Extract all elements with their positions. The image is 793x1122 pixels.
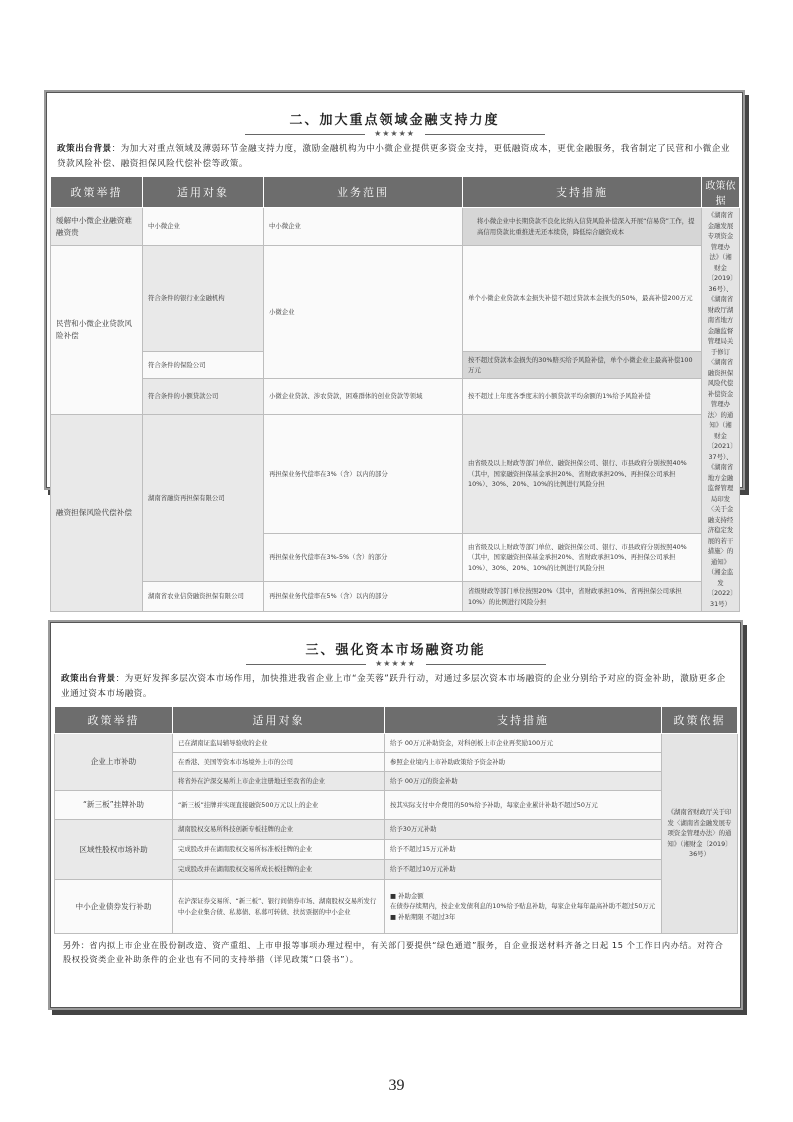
section2-table	[50, 176, 740, 612]
table-row	[55, 734, 738, 753]
header-object: 适用对象	[173, 707, 385, 734]
table-row	[55, 880, 738, 934]
subsidy-amount-text: 在债券存续期内，按企业发债利息的10%给予贴息补助，每家企业每年最高补助不超过50万元	[390, 902, 656, 911]
measure-cell: 中小企业债券发行补助	[55, 880, 173, 934]
table-row	[51, 379, 740, 415]
measure-cell: “新三板”挂牌补助	[55, 791, 173, 820]
section2-title: 二、加大重点领域金融支持力度	[289, 113, 500, 128]
support-cell: 给予 00万元的资金补助	[385, 772, 662, 791]
support-cell: 单个小微企业贷款本金损失补偿不超过贷款本金损失的50%，最高补偿200万元	[463, 246, 702, 352]
support-cell: 省级财政等部门单位按照20%（其中，省财政承担10%、省再担保公司承担10%）的比例进行风险分担	[463, 582, 702, 612]
object-cell: 将省外在沪深交易所上市企业注册地迁至我省的企业	[173, 772, 385, 791]
support-cell: 给予不超过15万元补助	[385, 840, 662, 860]
section2-panel	[46, 92, 743, 608]
table-row	[51, 415, 740, 534]
object-cell: 湖南股权交易所科技创新专板挂牌的企业	[173, 820, 385, 840]
object-cell: 中小微企业	[143, 208, 264, 246]
scope-cell: 再担保业务代偿率在3%-5%（含）的部分	[264, 534, 463, 582]
scope-cell: 再担保业务代偿率在5%（含）以内的部分	[264, 582, 463, 612]
section3-title: 三、强化资本市场融资功能	[305, 643, 486, 658]
header-measure: 政策举措	[55, 707, 173, 734]
header-measure: 政策举措	[51, 177, 143, 208]
subsidy-amount-label: ■ 补助金额	[390, 891, 424, 900]
header-basis: 政策依据	[702, 177, 740, 208]
section3-background	[61, 672, 732, 702]
section2-background	[57, 142, 734, 172]
scope-cell: 中小微企业	[264, 208, 463, 246]
scope-cell: 再担保业务代偿率在3%（含）以内的部分	[264, 415, 463, 534]
measure-cell: 民营和小微企业贷款风险补偿	[51, 246, 143, 415]
section3-panel	[50, 622, 741, 1008]
object-cell: “新三板”挂牌并实现直接融资500万元以上的企业	[173, 791, 385, 820]
note-text: 省内拟上市企业在股份制改造、资产重组、上市申报等事项办理过程中，有关部门要提供“绿色通道”服务，自企业报送材料齐备之日起 15 个工作日内办结。对符合股权投资类企业补助条件的企业也有不同的支持举措（详见政策“口袋书”）。	[63, 940, 724, 964]
measure-cell: 区域性股权市场补助	[55, 820, 173, 880]
support-cell: 给予30万元补助	[385, 820, 662, 840]
object-cell: 符合条件的银行业金融机构	[143, 246, 264, 352]
support-cell: 给予不超过10万元补助	[385, 860, 662, 880]
section2-stars: ★★★★★	[47, 128, 742, 140]
header-support: 支持措施	[463, 177, 702, 208]
table-row	[51, 582, 740, 612]
section3-stars: ★★★★★	[51, 658, 740, 670]
object-cell: 完成股改并在湖南股权交易所标准板挂牌的企业	[173, 840, 385, 860]
object-cell: 湖南省农业信贷融资担保有限公司	[143, 582, 264, 612]
object-cell: 已在湖南证监局辅导验收的企业	[173, 734, 385, 753]
section2-background-label: 政策出台背景	[57, 144, 112, 154]
header-support: 支持措施	[385, 707, 662, 734]
measure-cell: 融资担保风险代偿补偿	[51, 415, 143, 612]
section3-background-text: ：为更好发挥多层次资本市场作用，加快推进我省企业上市“金芙蓉”跃升行动，对通过多层次资本市场融资的企业分别给予对应的资金补助，激励更多企业通过资本市场融资。	[61, 674, 726, 699]
scope-cell: 小微企业贷款、涉农贷款，困难群体的创业贷款等领域	[264, 379, 463, 415]
page-number: 39	[388, 1077, 405, 1094]
support-cell: 参照企业境内上市补助政策给予资金补助	[385, 753, 662, 772]
support-cell: 按不超过上年度各季度末的小额贷款平均余额的1%给予风险补偿	[463, 379, 702, 415]
subsidy-period-label: ■ 补贴期限 不超过3年	[390, 912, 456, 921]
object-cell: 符合条件的保险公司	[143, 352, 264, 379]
section2-header-row	[51, 177, 740, 208]
table-row	[51, 208, 740, 246]
object-cell: 完成股改并在湖南股权交易所成长板挂牌的企业	[173, 860, 385, 880]
section3-background-label: 政策出台背景	[61, 674, 116, 684]
header-object: 适用对象	[143, 177, 264, 208]
object-cell: 湖南省融资再担保有限公司	[143, 415, 264, 582]
support-cell: 将小微企业中长期贷款不良化比纳入信贷风险补偿深入开展“信易贷”工作，提高信用贷款比重推进无还本续贷，降低综合融资成本	[463, 208, 702, 246]
support-cell: 按不超过贷款本金损失的30%赔买给予风险补偿，单个小微企业主最高补偿100万元	[463, 352, 702, 379]
section3-header-row	[55, 707, 738, 734]
support-cell	[385, 880, 662, 934]
object-cell: 符合条件的小额贷款公司	[143, 379, 264, 415]
table-row	[55, 791, 738, 820]
section2-background-text: ：为加大对重点领域及薄弱环节金融支持力度，激励金融机构为中小微企业提供更多资金支持，更低融资成本，更优金融服务，我省制定了民营和小微企业贷款风险补偿、融资担保风险代偿补偿等政策。	[57, 144, 730, 169]
note-label: 另外：	[63, 940, 90, 950]
support-cell: 按其实际支付中介费用的50%给予补助，每家企业累计补助不超过50万元	[385, 791, 662, 820]
table-row	[55, 820, 738, 840]
scope-cell: 小微企业	[264, 246, 463, 379]
support-cell: 由省级及以上财政等部门单位、融资担保公司、银行、市县政府分别按照40%（其中，国家融资担保基金承担20%、省财政承担10%、再担保公司承担10%）、30%、20%、10%的比例进行风险分担	[463, 534, 702, 582]
basis-cell: 《湖南省金融发展专项资金管理办法》（湘财金〔2019〕36号）、《湖南省财政厅湖南省地方金融监督管理局关于修订〈湖南省融资担保风险代偿补偿资金管理办法〉的通知》（湘财金〔2021〕37号）、《湖南省地方金融监督管理局印发〈关于金融支持经济稳定发展的若干措施〉的通知》（湘金监发〔2022〕31号）	[702, 208, 740, 612]
object-cell: 在香港、美国等资本市场境外上市的公司	[173, 753, 385, 772]
table-row	[51, 246, 740, 352]
object-cell: 在沪深证券交易所、“新三板”、银行间债券市场、湖南股权交易所发行中小企业集合债、私募债、私募可转债、扶贫票据的中小企业	[173, 880, 385, 934]
support-cell: 由省级及以上财政等部门单位、融资担保公司、银行、市县政府分别按照40%（其中，国家融资担保基金承担20%、省财政承担20%、再担保公司承担10%）、30%、20%、10%的比例进行风险分担	[463, 415, 702, 534]
header-scope: 业务范围	[264, 177, 463, 208]
section3-table	[54, 706, 738, 934]
measure-cell: 缓解中小微企业融资难融资贵	[51, 208, 143, 246]
basis-cell: 《湖南省财政厅关于印发〈湖南省金融发展专项资金管理办法〉的通知》（湘财金〔2019〕36号）	[662, 734, 738, 934]
header-basis: 政策依据	[662, 707, 738, 734]
section3-note	[51, 934, 740, 966]
support-cell: 给予 00万元补助资金，对科创板上市企业再奖励100万元	[385, 734, 662, 753]
measure-cell: 企业上市补助	[55, 734, 173, 791]
